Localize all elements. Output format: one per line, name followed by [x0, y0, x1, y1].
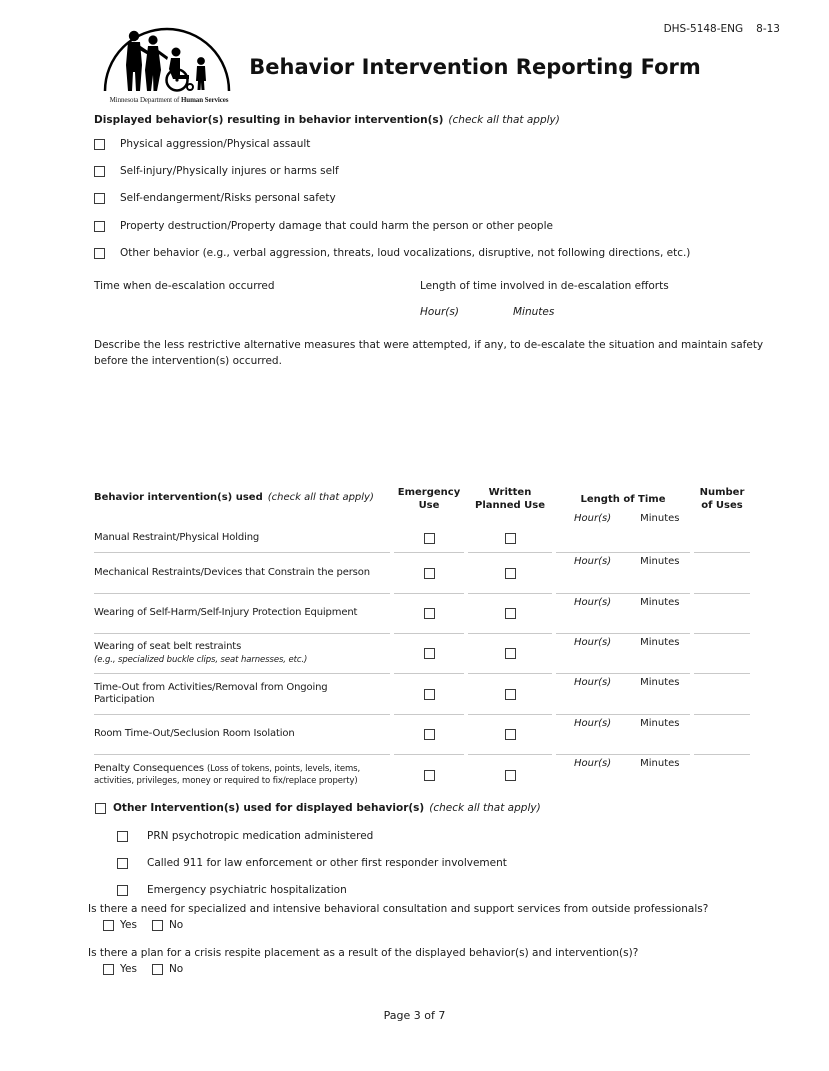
- hours-sublabel: Hour(s): [574, 556, 612, 567]
- other-intervention-row: [117, 884, 347, 896]
- intervention-sublabel: (Loss of tokens, points, levels, items, activities, privileges, money or required to fix/replace property): [94, 763, 361, 786]
- behaviors-section-heading: Displayed behavior(s) resulting in behavior intervention(s) (check all that apply): [94, 114, 560, 126]
- prn-medication-checkbox[interactable]: [117, 831, 128, 842]
- length-of-time-sublabels: [556, 553, 690, 567]
- other-intervention-label: Emergency psychiatric hospitalization: [147, 884, 347, 896]
- deescalation-length-label: Length of time involved in de-escalation efforts: [420, 280, 669, 292]
- behavior-option-label: Physical aggression/Physical assault: [120, 138, 311, 150]
- emergency-use-checkbox[interactable]: [424, 729, 435, 740]
- yes-label: Yes: [120, 919, 137, 931]
- intervention-label: Wearing of Self-Harm/Self-Injury Protection Equipment: [94, 593, 390, 633]
- minutes-sublabel: Minutes: [640, 718, 680, 729]
- table-row: [94, 552, 750, 593]
- length-of-time-sublabels: [556, 715, 690, 729]
- behavior-checkbox-physical-aggression[interactable]: [94, 139, 105, 150]
- page-number: Page 3 of 7: [383, 1009, 446, 1022]
- crisis-respite-no-checkbox[interactable]: [152, 964, 163, 975]
- yes-label: Yes: [120, 963, 137, 975]
- crisis-respite-yes-checkbox[interactable]: [103, 964, 114, 975]
- length-of-time-sublabels: [556, 634, 690, 648]
- table-row: [94, 525, 750, 552]
- table-row: [94, 633, 750, 673]
- agency-logo-text: Minnesota Department of Human Services: [109, 96, 229, 104]
- column-header-length-of-time: Length of Time: [580, 494, 666, 505]
- agency-logo: [100, 27, 238, 104]
- intervention-label: Time-Out from Activities/Removal from Ongoing Participation: [94, 673, 390, 714]
- table-row: [94, 714, 750, 754]
- behavior-checkbox-self-injury[interactable]: [94, 166, 105, 177]
- called-911-checkbox[interactable]: [117, 858, 128, 869]
- emergency-use-checkbox[interactable]: [424, 770, 435, 781]
- deescalation-hours-label: Hour(s): [420, 306, 459, 318]
- minutes-sublabel: Minutes: [640, 758, 680, 769]
- length-of-time-sublabels: [556, 513, 679, 524]
- page-title: Behavior Intervention Reporting Form: [249, 55, 701, 79]
- intervention-sublabel: (e.g., specialized buckle clips, seat harnesses, etc.): [94, 654, 308, 665]
- written-planned-use-checkbox[interactable]: [505, 648, 516, 659]
- describe-prompt-line: Describe the less restrictive alternative measures that were attempted, if any, to de-escalate the situation and maintain safety: [94, 339, 764, 351]
- written-planned-use-checkbox[interactable]: [505, 608, 516, 619]
- behavior-option-label: Other behavior (e.g., verbal aggression, threats, loud vocalizations, disruptive, not following directions, etc.): [120, 247, 691, 259]
- other-interventions-heading: Other Intervention(s) used for displayed behavior(s) (check all that apply): [113, 802, 541, 814]
- question-consultation-yesno: [103, 919, 183, 931]
- behavior-checkbox-self-endangerment[interactable]: [94, 193, 105, 204]
- emergency-use-checkbox[interactable]: [424, 608, 435, 619]
- consultation-no-checkbox[interactable]: [152, 920, 163, 931]
- minutes-sublabel: Minutes: [640, 637, 680, 648]
- deescalation-time-label: Time when de-escalation occurred: [94, 280, 275, 292]
- table-row: [94, 593, 750, 633]
- describe-prompt: [94, 338, 763, 369]
- emergency-hospitalization-checkbox[interactable]: [117, 885, 128, 896]
- column-header-emergency-use: Emergency Use: [397, 487, 461, 511]
- written-planned-use-checkbox[interactable]: [505, 568, 516, 579]
- hours-sublabel: Hour(s): [574, 597, 612, 608]
- table-row: [94, 673, 750, 714]
- hours-sublabel: Hour(s): [574, 677, 612, 688]
- intervention-label: Mechanical Restraints/Devices that Constrain the person: [94, 552, 390, 593]
- intervention-label: Wearing of seat belt restraints (e.g., specialized buckle clips, seat harnesses, etc.): [94, 633, 390, 673]
- length-of-time-sublabels: [556, 594, 690, 608]
- table-heading: Behavior intervention(s) used (check all that apply): [94, 492, 374, 503]
- hours-sublabel: Hour(s): [574, 718, 612, 729]
- minutes-sublabel: Minutes: [640, 677, 680, 688]
- behavior-option-row: [94, 192, 336, 204]
- minutes-sublabel: Minutes: [640, 513, 680, 524]
- other-intervention-row: [117, 857, 507, 869]
- question-crisis-respite-yesno: [103, 963, 183, 975]
- other-interventions-checkbox[interactable]: [95, 803, 106, 814]
- written-planned-use-checkbox[interactable]: [505, 770, 516, 781]
- no-label: No: [168, 919, 184, 931]
- emergency-use-checkbox[interactable]: [424, 648, 435, 659]
- other-interventions-heading-row: [95, 802, 541, 814]
- mn-dhs-people-arch-logo-icon: [101, 27, 237, 95]
- no-label: No: [168, 963, 184, 975]
- intervention-label: Manual Restraint/Physical Holding: [94, 532, 260, 544]
- table-row: [94, 754, 750, 795]
- emergency-use-checkbox[interactable]: [424, 533, 435, 544]
- form-revision: 8-13: [756, 23, 780, 35]
- emergency-use-checkbox[interactable]: [424, 689, 435, 700]
- written-planned-use-checkbox[interactable]: [505, 729, 516, 740]
- form-number: DHS-5148-ENG: [663, 23, 744, 35]
- other-intervention-label: Called 911 for law enforcement or other first responder involvement: [147, 857, 507, 869]
- length-of-time-sublabels: [556, 674, 690, 688]
- hours-sublabel: Hour(s): [574, 513, 612, 524]
- minutes-sublabel: Minutes: [640, 556, 680, 567]
- behavior-checkbox-other-behavior[interactable]: [94, 248, 105, 259]
- behavior-option-row: [94, 247, 690, 259]
- emergency-use-checkbox[interactable]: [424, 568, 435, 579]
- intervention-label: Room Time-Out/Seclusion Room Isolation: [94, 714, 390, 754]
- other-intervention-label: PRN psychotropic medication administered: [147, 830, 374, 842]
- interventions-table-header: [94, 483, 750, 525]
- question-consultation-text: Is there a need for specialized and intensive behavioral consultation and support services from outside professionals?: [88, 903, 709, 915]
- behavior-option-row: [94, 165, 339, 177]
- column-header-number-of-uses: Number of Uses: [699, 487, 745, 511]
- form-number-area: [664, 23, 780, 35]
- other-intervention-row: [117, 830, 373, 842]
- length-of-time-sublabels: [556, 755, 690, 769]
- column-header-written-planned-use: Written Planned Use: [474, 487, 546, 511]
- deescalation-minutes-label: Minutes: [513, 306, 555, 318]
- behavior-option-label: Self-endangerment/Risks personal safety: [120, 192, 336, 204]
- behavior-option-label: Self-injury/Physically injures or harms self: [120, 165, 339, 177]
- interventions-table: [94, 483, 750, 795]
- written-planned-use-checkbox[interactable]: [505, 533, 516, 544]
- written-planned-use-checkbox[interactable]: [505, 689, 516, 700]
- hours-sublabel: Hour(s): [574, 637, 612, 648]
- describe-prompt-line: before the intervention(s) occurred.: [94, 354, 282, 367]
- behavior-option-label: Property destruction/Property damage that could harm the person or other people: [120, 220, 553, 232]
- behavior-option-row: [94, 138, 310, 150]
- behavior-checkbox-property-destruction[interactable]: [94, 221, 105, 232]
- behavior-option-row: [94, 220, 553, 232]
- hours-sublabel: Hour(s): [574, 758, 612, 769]
- question-crisis-respite-text: Is there a plan for a crisis respite placement as a result of the displayed behavior(s) and intervention(s)?: [88, 947, 639, 959]
- intervention-label: Penalty Consequences (Loss of tokens, points, levels, items, activities, privileges, money or required to fix/replace property): [94, 754, 390, 795]
- minutes-sublabel: Minutes: [640, 597, 680, 608]
- consultation-yes-checkbox[interactable]: [103, 920, 114, 931]
